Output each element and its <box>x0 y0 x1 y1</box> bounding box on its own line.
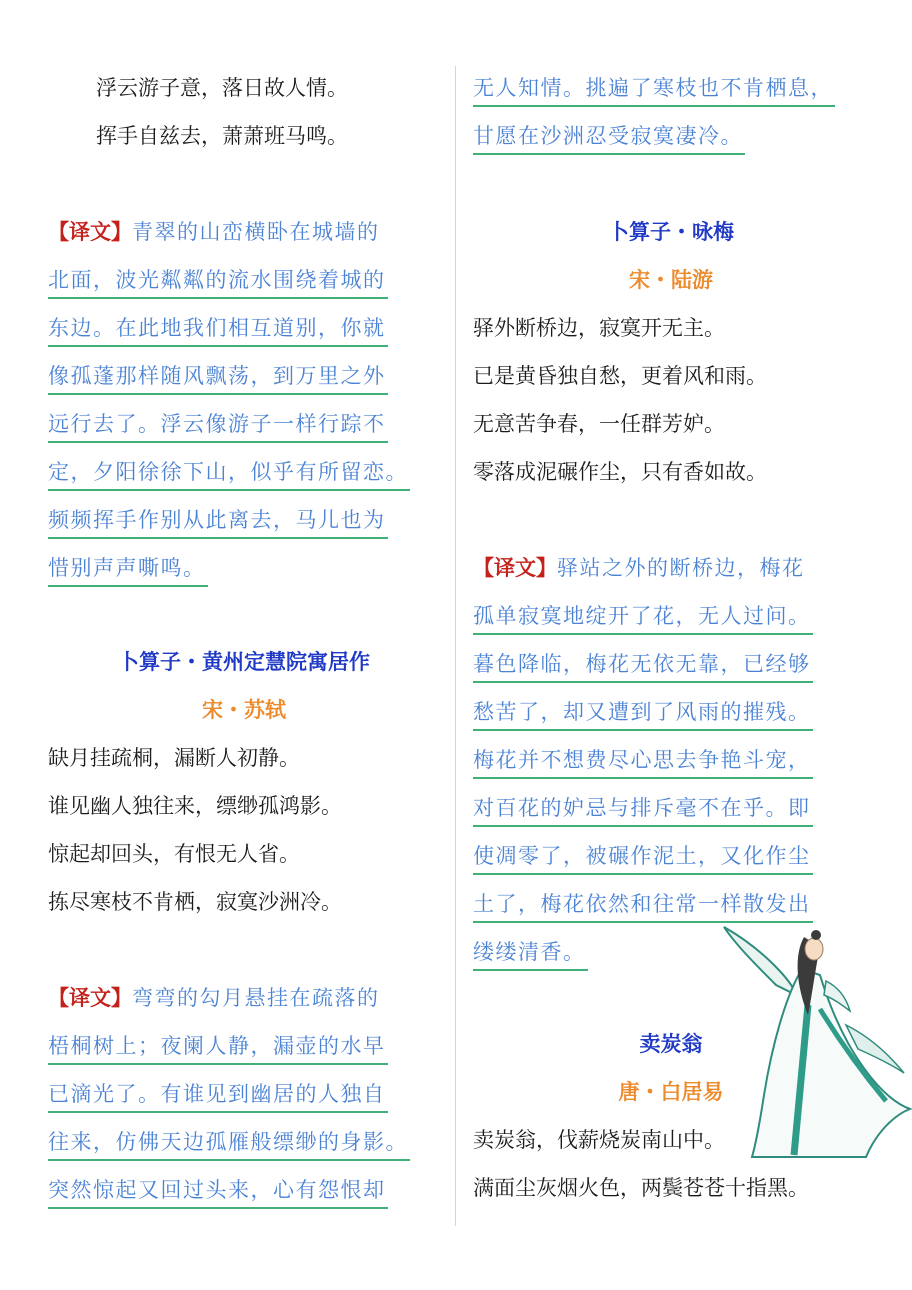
translation-line <box>473 544 807 592</box>
poem-line: 零落成泥碾作尘，只有香如故。 <box>473 460 767 484</box>
translation-line: 甘愿在沙洲忍受寂寞凄冷。 <box>473 112 745 160</box>
translation-line: 无人知情。挑遍了寒枝也不肯栖息， <box>473 64 835 112</box>
translation-line <box>48 208 382 256</box>
poem-line: 卖炭翁，伐薪烧炭南山中。 <box>473 1128 725 1152</box>
poem-title: 卜算子・咏梅 <box>608 220 734 244</box>
translation-text: 弯弯的勾月悬挂在疏落的 <box>132 986 380 1010</box>
translation-line: 暮色降临，梅花无依无靠，已经够 <box>473 640 813 688</box>
translation-line: 惜别声声嘶鸣。 <box>48 544 208 592</box>
translation-text: 驿站之外的断桥边，梅花 <box>557 556 805 580</box>
translation-line: 东边。在此地我们相互道别，你就 <box>48 304 388 352</box>
poem-line: 已是黄昏独自愁，更着风和雨。 <box>473 364 767 388</box>
translation-line: 缕缕清香。 <box>473 928 588 976</box>
poem-line: 惊起却回头，有恨无人省。 <box>48 842 300 866</box>
poem-author: 宋・苏轼 <box>202 698 286 722</box>
translation-line: 对百花的妒忌与排斥毫不在乎。即 <box>473 784 813 832</box>
poem-line: 缺月挂疏桐，漏断人初静。 <box>48 746 300 770</box>
column-divider <box>455 66 456 1226</box>
poem-line: 无意苦争春，一任群芳妒。 <box>473 412 725 436</box>
translation-line: 梧桐树上；夜阑人静，漏壶的水早 <box>48 1022 388 1070</box>
poem-line: 谁见幽人独往来，缥缈孤鸿影。 <box>48 794 342 818</box>
translation-tag: 【译文】 <box>473 556 557 580</box>
translation-line: 土了，梅花依然和往常一样散发出 <box>473 880 813 928</box>
poem-author: 宋・陆游 <box>629 268 713 292</box>
translation-line: 孤单寂寞地绽开了花，无人过问。 <box>473 592 813 640</box>
translation-line: 梅花并不想费尽心思去争艳斗宠， <box>473 736 813 784</box>
poem-line: 拣尽寒枝不肯栖，寂寞沙洲冷。 <box>48 890 342 914</box>
translation-line: 愁苦了，却又遭到了风雨的摧残。 <box>473 688 813 736</box>
translation-line: 像孤蓬那样随风飘荡，到万里之外 <box>48 352 388 400</box>
poem-line: 满面尘灰烟火色，两鬓苍苍十指黑。 <box>473 1176 809 1200</box>
poem-title: 卜算子・黄州定慧院寓居作 <box>118 650 370 674</box>
poem-line: 驿外断桥边，寂寞开无主。 <box>473 316 725 340</box>
translation-tag: 【译文】 <box>48 986 132 1010</box>
translation-line: 北面，波光粼粼的流水围绕着城的 <box>48 256 388 304</box>
translation-line: 往来，仿佛天边孤雁般缥缈的身影。 <box>48 1118 410 1166</box>
poem-author: 唐・白居易 <box>618 1080 724 1104</box>
translation-line: 已滴光了。有谁见到幽居的人独自 <box>48 1070 388 1118</box>
translation-line <box>48 974 382 1022</box>
translation-text: 青翠的山峦横卧在城墙的 <box>132 220 380 244</box>
poem-title: 卖炭翁 <box>639 1032 703 1056</box>
translation-line: 频频挥手作别从此离去，马儿也为 <box>48 496 388 544</box>
translation-line: 突然惊起又回过头来，心有怨恨却 <box>48 1166 388 1214</box>
translation-tag: 【译文】 <box>48 220 132 244</box>
translation-line: 使凋零了，被碾作泥土，又化作尘 <box>473 832 813 880</box>
translation-line: 远行去了。浮云像游子一样行踪不 <box>48 400 388 448</box>
poem-line: 挥手自兹去，萧萧班马鸣。 <box>96 124 348 148</box>
ancient-poet-figure-icon <box>716 925 912 1160</box>
poem-line: 浮云游子意，落日故人情。 <box>96 76 348 100</box>
translation-line: 定，夕阳徐徐下山，似乎有所留恋。 <box>48 448 410 496</box>
